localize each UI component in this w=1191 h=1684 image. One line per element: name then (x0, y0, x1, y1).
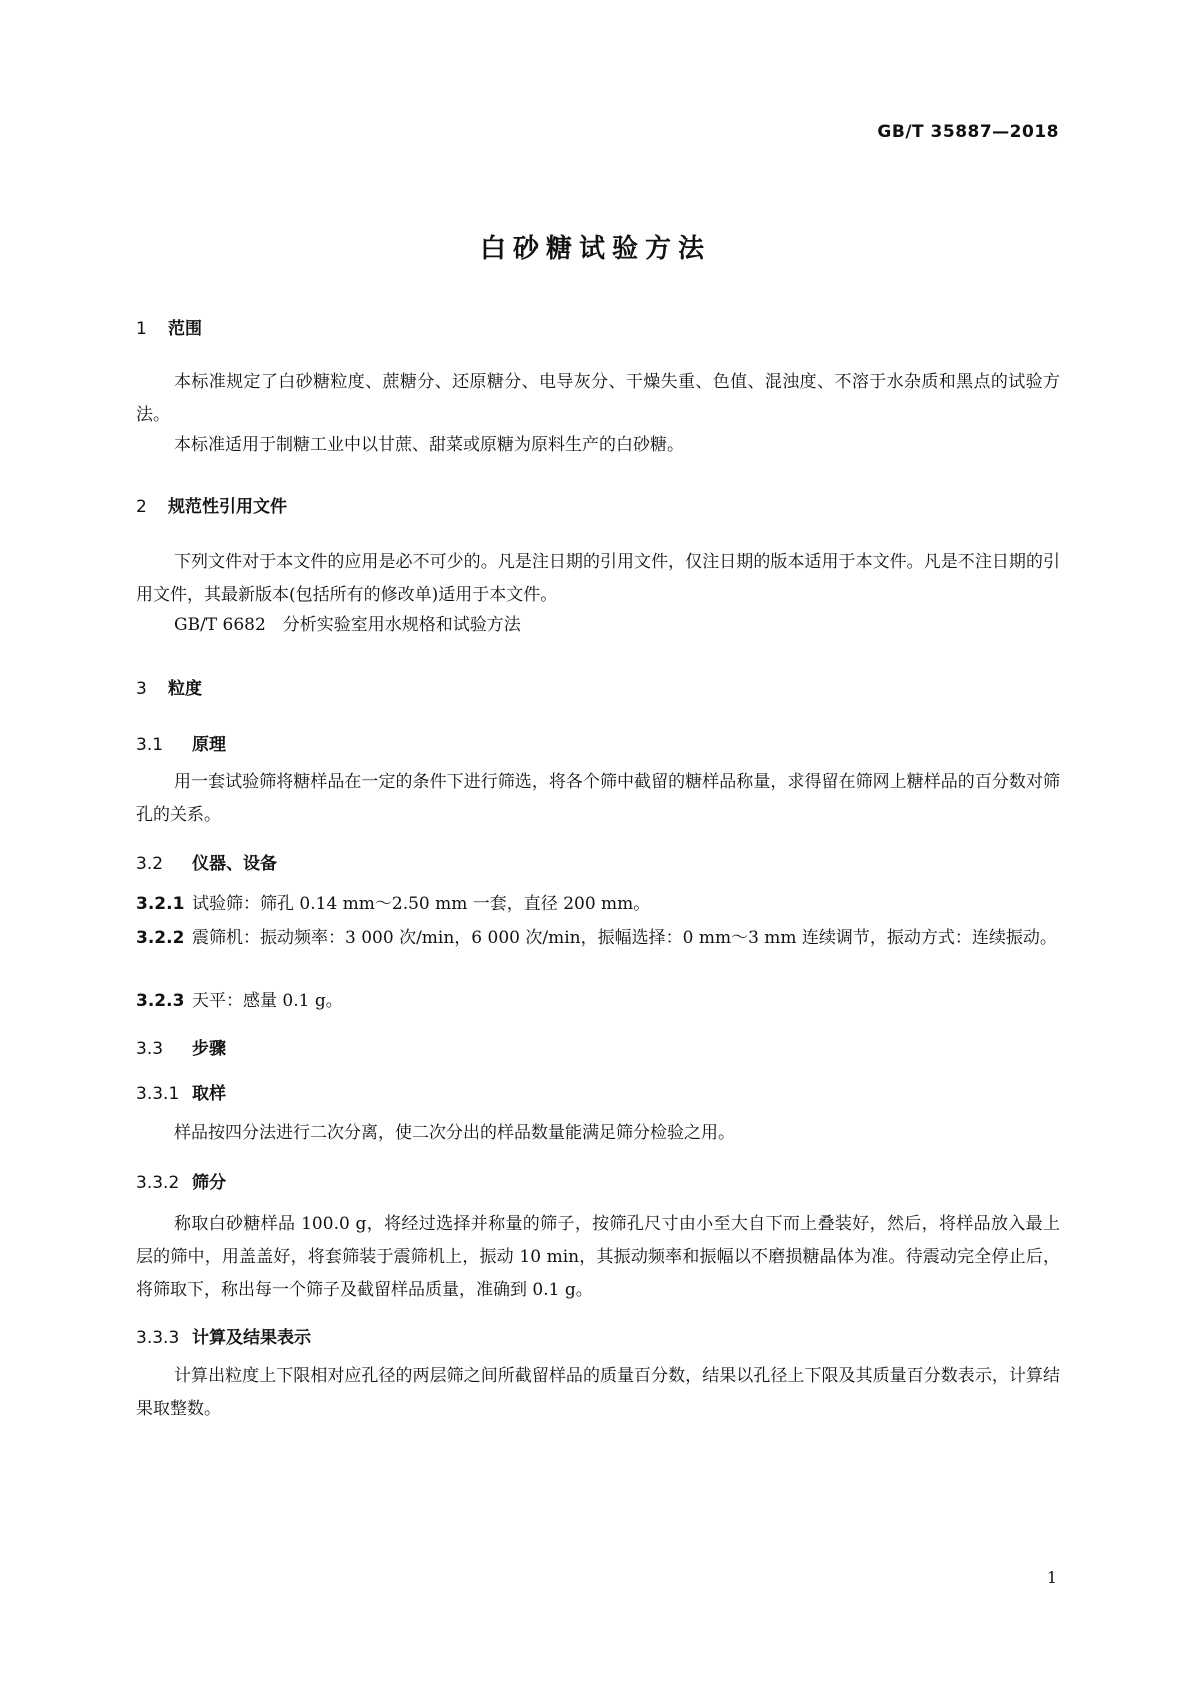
section-number: 3.2 (136, 854, 164, 874)
clause-text: 天平：感量 0.1 g。 (192, 991, 343, 1011)
standard-code: GB/T 35887—2018 (877, 122, 1059, 142)
section-number: 1 (136, 319, 147, 339)
clause-number: 3.2.1 (136, 894, 185, 914)
section-number: 3.1 (136, 735, 164, 755)
page-number: 1 (1046, 1568, 1057, 1587)
paragraph: 本标准适用于制糖工业中以甘蔗、甜菜或原糖为原料生产的白砂糖。 (174, 435, 684, 455)
section-title: 原理 (192, 735, 226, 755)
paragraph: 用一套试验筛将糖样品在一定的条件下进行筛选，将各个筛中截留的糖样品称量，求得留在筛网上糖样品的百分数对筛孔的关系。 (136, 772, 1060, 825)
clause-number: 3.2.3 (136, 991, 185, 1011)
section-title: 计算及结果表示 (192, 1328, 311, 1348)
section-heading-2 (136, 492, 287, 517)
clause-text: 震筛机：振动频率：3 000 次/min，6 000 次/min，振幅选择：0 mm～3 mm 连续调节，振动方式：连续振动。 (192, 928, 1057, 948)
paragraph: 计算出粒度上下限相对应孔径的两层筛之间所截留样品的质量百分数，结果以孔径上下限及其质量百分数表示，计算结果取整数。 (136, 1366, 1060, 1419)
clause-3-2-2 (136, 922, 1060, 955)
clause-3-2-3 (136, 985, 1060, 1018)
paragraph: 下列文件对于本文件的应用是必不可少的。凡是注日期的引用文件，仅注日期的版本适用于本文件。凡是不注日期的引用文件，其最新版本(包括所有的修改单)适用于本文件。 (136, 552, 1060, 605)
section-title: 粒度 (168, 679, 202, 699)
section-title: 范围 (168, 319, 202, 339)
section-title: 规范性引用文件 (168, 497, 287, 517)
section-heading-3 (136, 674, 202, 699)
subsection-heading-3-3-1 (136, 1079, 226, 1104)
clause-number: 3.2.2 (136, 928, 185, 948)
section-number: 3 (136, 679, 147, 699)
section-number: 3.3 (136, 1039, 164, 1059)
section-heading-1 (136, 314, 202, 339)
subsection-heading-3-1 (136, 730, 226, 755)
section-number: 2 (136, 497, 147, 517)
document-title: 白砂糖试验方法 (479, 234, 711, 264)
section-title: 取样 (192, 1084, 226, 1104)
clause-text: 试验筛：筛孔 0.14 mm～2.50 mm 一套，直径 200 mm。 (192, 894, 651, 914)
section-number: 3.3.2 (136, 1173, 180, 1193)
clause-3-2-1 (136, 888, 1060, 921)
section-title: 步骤 (192, 1039, 226, 1059)
paragraph: 样品按四分法进行二次分离，使二次分出的样品数量能满足筛分检验之用。 (174, 1123, 735, 1143)
subsection-heading-3-2 (136, 849, 277, 874)
section-title: 仪器、设备 (192, 854, 277, 874)
subsection-heading-3-3 (136, 1034, 226, 1059)
section-number: 3.3.3 (136, 1328, 180, 1348)
section-title: 筛分 (192, 1173, 226, 1193)
paragraph: 本标准规定了白砂糖粒度、蔗糖分、还原糖分、电导灰分、干燥失重、色值、混浊度、不溶于水杂质和黑点的试验方法。 (136, 372, 1060, 425)
subsection-heading-3-3-2 (136, 1168, 226, 1193)
reference-entry: GB/T 6682 分析实验室用水规格和试验方法 (174, 615, 521, 635)
paragraph: 称取白砂糖样品 100.0 g，将经过选择并称量的筛子，按筛孔尺寸由小至大自下而上叠装好，然后，将样品放入最上层的筛中，用盖盖好，将套筛装于震筛机上，振动 10 min，其振动频率和振幅以不磨损糖晶体为准。待震动完全停止后，将筛取下，称出每一个筛子及截留样品质量，准确到 0.1 g。 (136, 1214, 1060, 1300)
section-number: 3.3.1 (136, 1084, 180, 1104)
subsection-heading-3-3-3 (136, 1323, 311, 1348)
